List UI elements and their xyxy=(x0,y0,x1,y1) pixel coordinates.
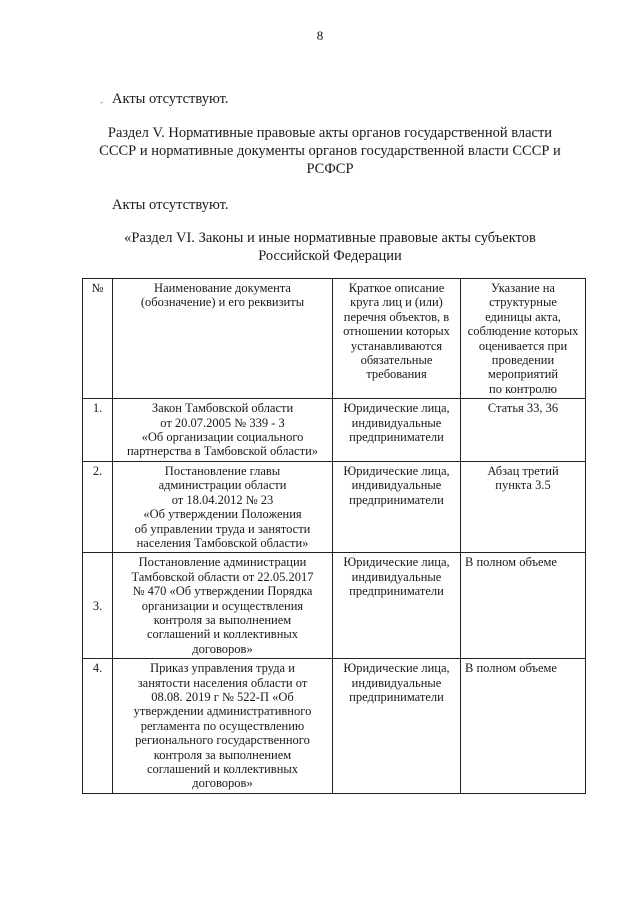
table-row xyxy=(83,659,586,794)
section-v-heading: Раздел V. Нормативные правовые акты органов государственной власти СССР и нормативные документы органов государственной власти СССР и РСФСР xyxy=(99,125,561,177)
table-row xyxy=(83,399,586,462)
table-row xyxy=(83,461,586,552)
acts-absent-paragraph-1: Акты отсутствуют. xyxy=(112,91,229,107)
row-scope: Юридические лица, индивидуальные предприниматели xyxy=(333,659,461,794)
section-vi-heading: «Раздел VI. Законы и иные нормативные правовые акты субъектов Российской Федерации xyxy=(124,230,536,264)
header-document-name: Наименование документа (обозначение) и его реквизиты xyxy=(113,279,333,399)
scan-mark: - xyxy=(100,97,103,107)
row-scope: Юридические лица, индивидуальные предприниматели xyxy=(333,553,461,659)
header-scope-description: Краткое описание круга лиц и (или) перечня объектов, в отношении которых устанавливаются обязательные требования xyxy=(333,279,461,399)
acts-absent-paragraph-2: Акты отсутствуют. xyxy=(112,197,229,213)
row-number: 3. xyxy=(83,553,113,659)
row-document-name: Постановление администрации Тамбовской области от 22.05.2017 № 470 «Об утверждении Порядка организации и осуществления контроля за выполнением соглашений и коллективных договоров» xyxy=(113,553,333,659)
row-units: В полном объеме xyxy=(461,553,586,659)
row-number: 1. xyxy=(83,399,113,462)
row-document-name: Постановление главы администрации области от 18.04.2012 № 23 «Об утверждении Положения об управлении труда и занятости населения Тамбовской области» xyxy=(113,461,333,552)
row-document-name: Приказ управления труда и занятости населения области от 08.08. 2019 г № 522-П «Об утверждении административного регламента по осуществлению регионального государственного контроля за выполнением соглашений и коллективных договоров» xyxy=(113,659,333,794)
row-units: Статья 33, 36 xyxy=(461,399,586,462)
row-number: 2. xyxy=(83,461,113,552)
legal-acts-table xyxy=(82,278,586,794)
row-scope: Юридические лица, индивидуальные предприниматели xyxy=(333,399,461,462)
header-structural-units: Указание на структурные единицы акта, соблюдение которых оценивается при проведении мероприятий по контролю xyxy=(461,279,586,399)
row-scope: Юридические лица, индивидуальные предприниматели xyxy=(333,461,461,552)
row-units: Абзац третий пункта 3.5 xyxy=(461,461,586,552)
row-units: В полном объеме xyxy=(461,659,586,794)
row-document-name: Закон Тамбовской области от 20.07.2005 № 339 - З «Об организации социального партнерства в Тамбовской области» xyxy=(113,399,333,462)
table-row xyxy=(83,553,586,659)
page-number: 8 xyxy=(316,28,324,43)
table-header-row xyxy=(83,279,586,399)
row-number: 4. xyxy=(83,659,113,794)
header-number: № xyxy=(83,279,113,399)
